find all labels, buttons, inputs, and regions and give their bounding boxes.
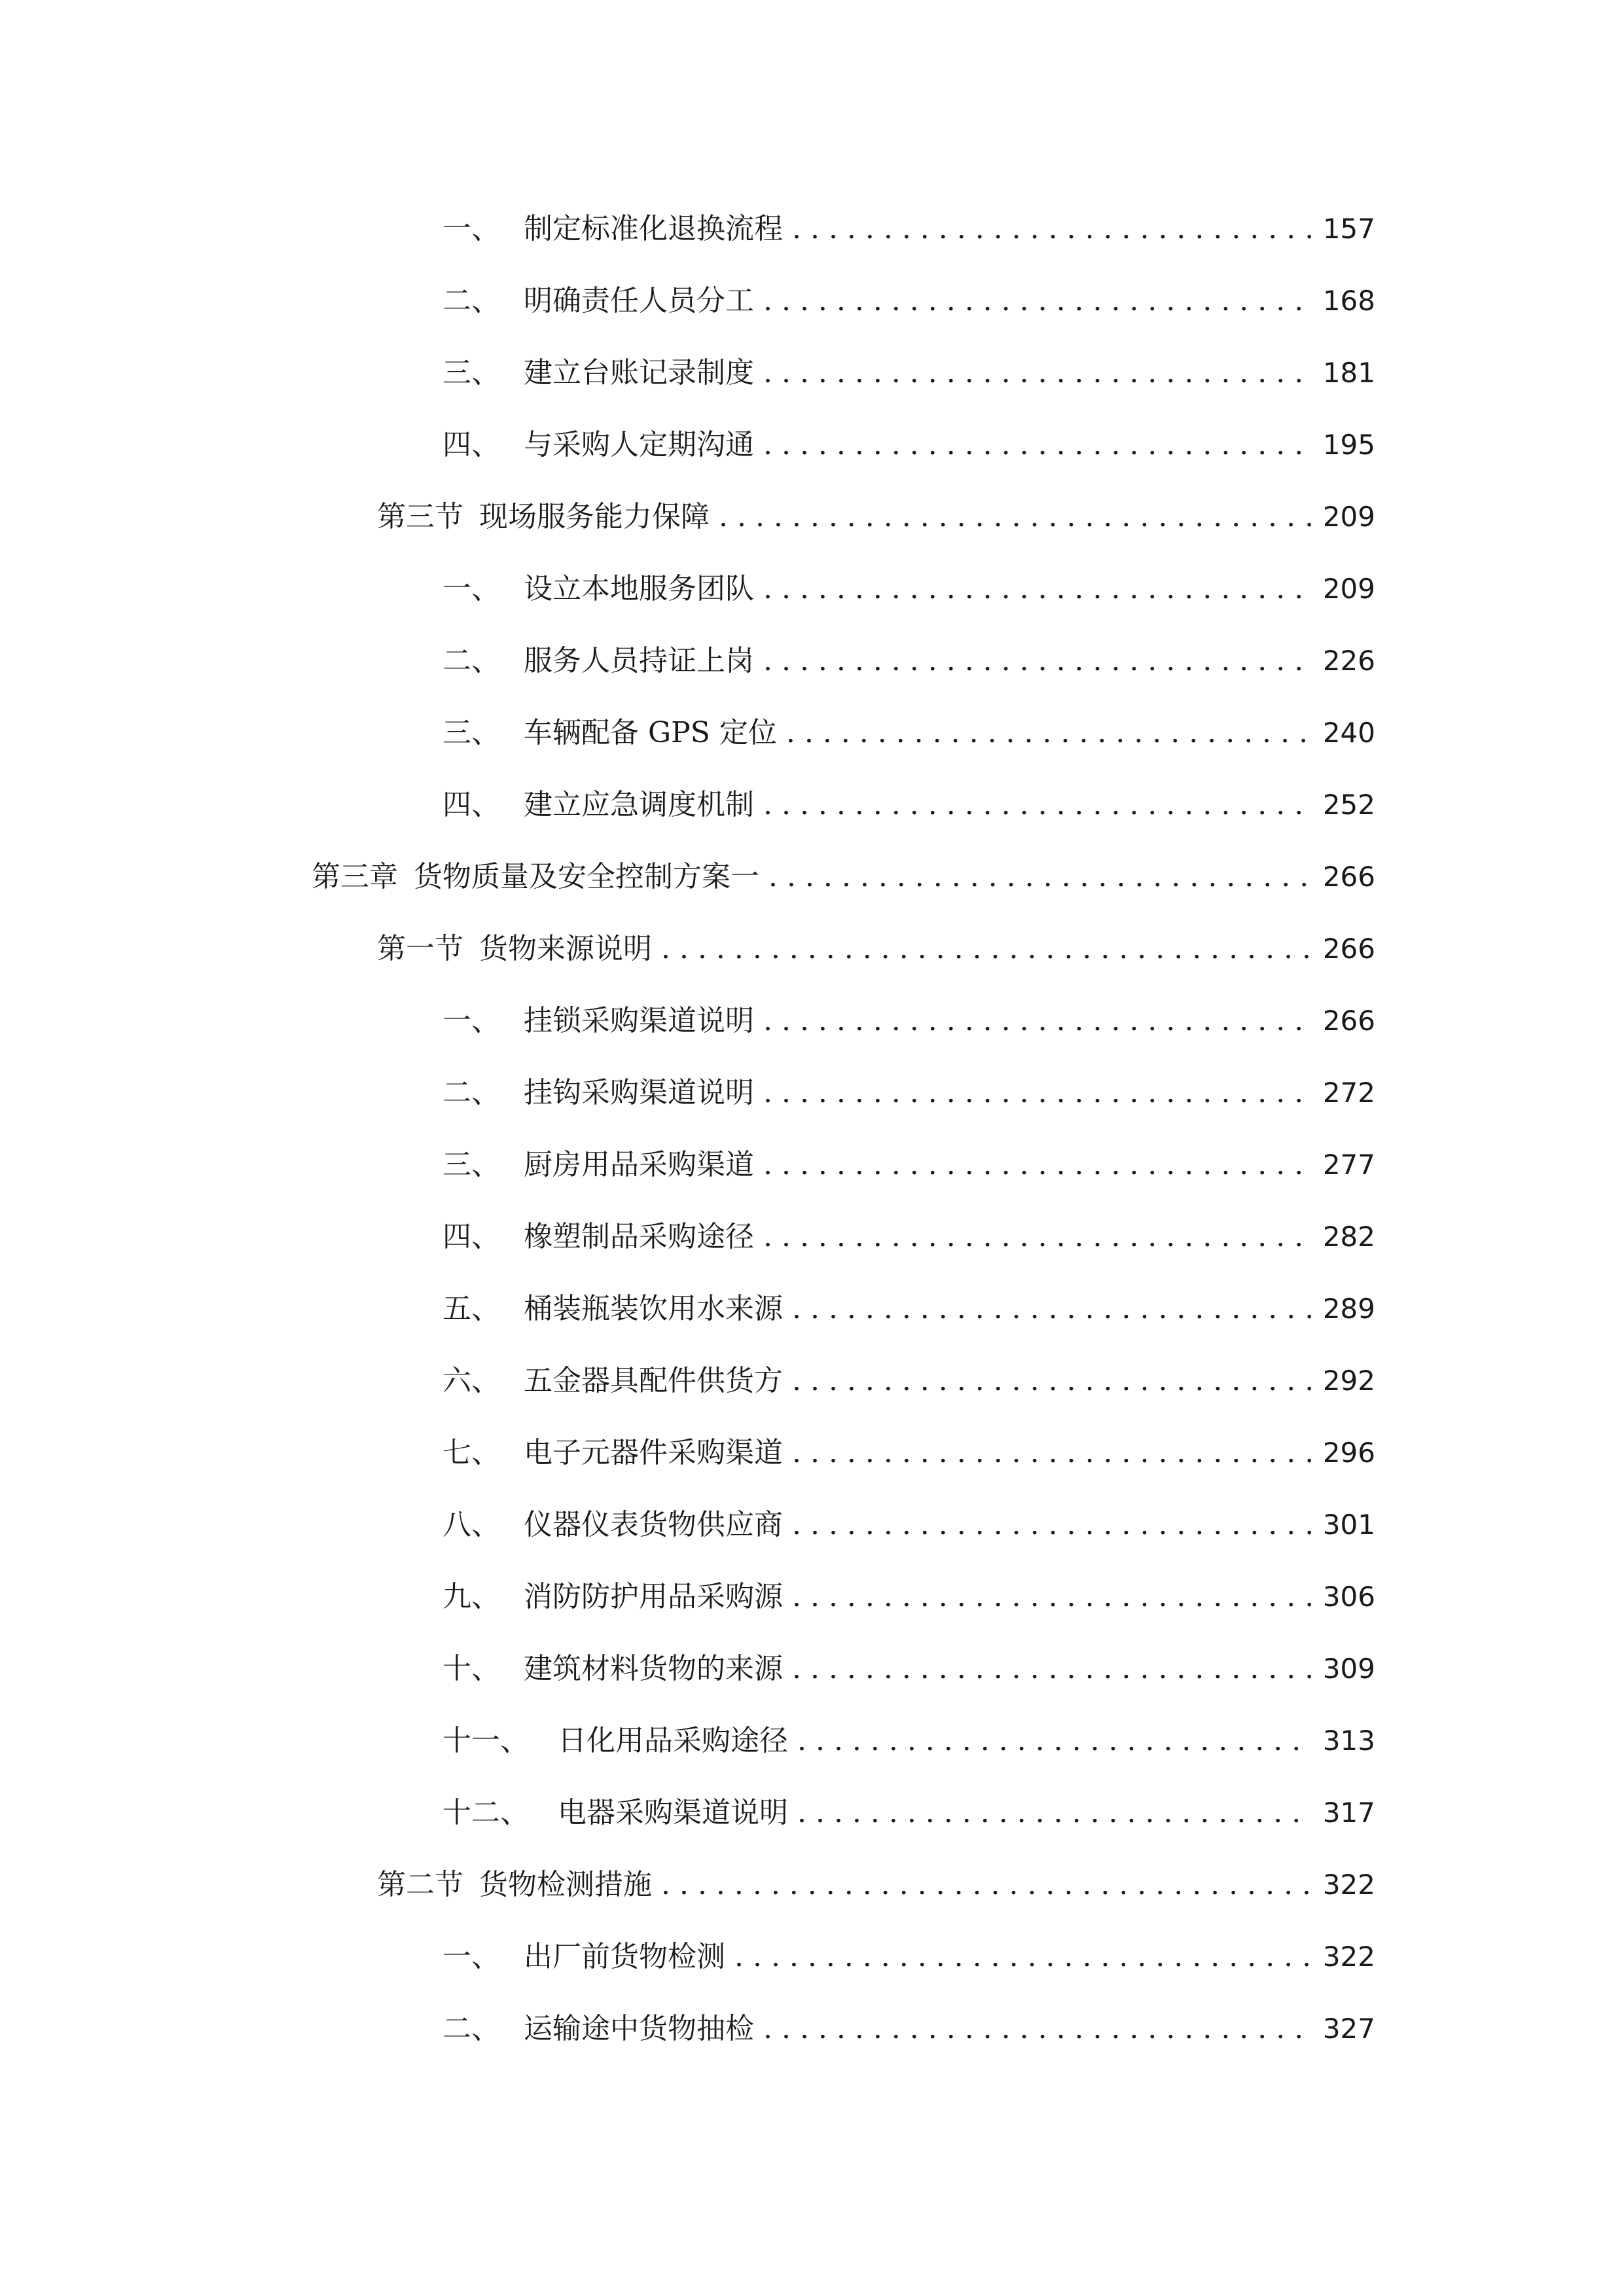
toc-entry-number: 三、 [442,716,500,749]
toc-entry-page: 157 [1322,213,1375,245]
toc-entry-number: 一、 [442,1940,500,1973]
toc-entry-title: 明确责任人员分工 [524,284,754,317]
dot-leader [719,491,1311,543]
toc-entry-number: 二、 [442,284,500,317]
toc-entry-title: 建立应急调度机制 [524,788,754,821]
toc-entry[interactable] [442,563,1375,615]
toc-entry-page: 322 [1322,1941,1375,1973]
dot-leader [734,1931,1311,1983]
toc-entry[interactable] [442,779,1375,831]
toc-entry-page: 266 [1322,933,1375,965]
toc-entry-number: 四、 [442,428,500,461]
toc-entry-number: 一、 [442,212,500,245]
dot-leader [763,1139,1311,1191]
dot-leader [792,203,1311,255]
toc-entry-page: 322 [1322,1869,1375,1901]
toc-entry-page: 309 [1322,1653,1375,1685]
toc-entry[interactable] [442,1931,1375,1983]
toc-entry-number: 十二、 [442,1796,529,1829]
toc-entry-number: 二、 [442,1076,500,1109]
toc-entry-title: 日化用品采购途径 [558,1724,788,1757]
toc-entry-page: 168 [1322,285,1375,317]
toc-entry-title: 货物来源说明 [479,932,652,965]
toc-entry[interactable] [442,1067,1375,1119]
dot-leader [786,707,1311,759]
toc-entry-title: 设立本地服务团队 [524,572,754,605]
toc-entry[interactable] [442,1283,1375,1335]
toc-entry-title: 电子元器件采购渠道 [524,1436,783,1469]
toc-entry[interactable] [442,1787,1375,1839]
toc-entry-title: 建立台账记录制度 [524,356,754,389]
toc-entry[interactable] [442,1571,1375,1623]
toc-entry-number: 三、 [442,356,500,389]
dot-leader [763,2003,1311,2055]
toc-entry[interactable] [442,707,1375,759]
dot-leader [763,1211,1311,1263]
toc-entry-page: 317 [1322,1797,1375,1829]
toc-entry-page: 289 [1322,1293,1375,1325]
toc-entry-number: 二、 [442,2012,500,2045]
toc-entry-title: 挂钩采购渠道说明 [524,1076,754,1109]
dot-leader [763,995,1311,1047]
toc-entry[interactable] [442,1715,1375,1767]
toc-entry-number: 三、 [442,1148,500,1181]
toc-entry-title: 现场服务能力保障 [479,500,710,533]
toc-entry-title: 出厂前货物检测 [524,1940,725,1973]
toc-entry-page: 306 [1322,1581,1375,1613]
toc-entry-title: 货物质量及安全控制方案一 [414,860,759,893]
toc-entry-chapter[interactable] [312,851,1375,903]
toc-entry-title: 厨房用品采购渠道 [524,1148,754,1181]
toc-entry-page: 226 [1322,645,1375,677]
toc-entry-title: 仪器仪表货物供应商 [524,1508,783,1541]
toc-entry[interactable] [442,203,1375,255]
toc-entry-page: 181 [1322,357,1375,389]
toc-entry-number: 二、 [442,644,500,677]
toc-entry-page: 327 [1322,2013,1375,2045]
dot-leader [763,563,1311,615]
toc-entry-page: 282 [1322,1221,1375,1253]
toc-entry-number: 第三节 [377,500,463,533]
toc-entry[interactable] [442,1211,1375,1263]
dot-leader [792,1499,1311,1551]
toc-entry[interactable] [442,2003,1375,2055]
toc-entry-page: 313 [1322,1725,1375,1757]
dot-leader [763,1067,1311,1119]
toc-entry[interactable] [442,1139,1375,1191]
dot-leader [763,635,1311,687]
toc-entry-number: 一、 [442,1004,500,1037]
toc-entry-number: 第二节 [377,1868,463,1901]
toc-entry-page: 252 [1322,789,1375,821]
dot-leader [792,1427,1311,1479]
toc-entry[interactable] [442,275,1375,327]
dot-leader [763,419,1311,471]
dot-leader [661,1859,1311,1911]
toc-entry[interactable] [442,419,1375,471]
toc-entry-title: 运输途中货物抽检 [524,2012,754,2045]
toc-entry-page: 272 [1322,1077,1375,1109]
dot-leader [792,1283,1311,1335]
toc-entry-title: 建筑材料货物的来源 [524,1652,783,1685]
toc-entry-title: 服务人员持证上岗 [524,644,754,677]
toc-entry[interactable] [442,635,1375,687]
dot-leader [792,1355,1311,1407]
toc-entry-page: 266 [1322,861,1375,893]
toc-entry-page: 277 [1322,1149,1375,1181]
toc-entry-number: 五、 [442,1292,500,1325]
toc-entry-page: 195 [1322,429,1375,461]
toc-entry[interactable] [442,347,1375,399]
toc-entry-page: 209 [1322,501,1375,533]
dot-leader [797,1787,1311,1839]
dot-leader [792,1643,1311,1695]
toc-entry[interactable] [442,1427,1375,1479]
toc-entry-page: 301 [1322,1509,1375,1541]
toc-entry-number: 十一、 [442,1724,529,1757]
toc-entry-number: 九、 [442,1580,500,1613]
toc-entry-number: 第三章 [312,860,398,893]
toc-entry[interactable] [442,995,1375,1047]
toc-entry-title: 挂锁采购渠道说明 [524,1004,754,1037]
dot-leader [792,1571,1311,1623]
toc-entry-title: 橡塑制品采购途径 [524,1220,754,1253]
toc-entry-number: 八、 [442,1508,500,1541]
toc-entry-title: 消防防护用品采购源 [524,1580,783,1613]
toc-entry-page: 209 [1322,573,1375,605]
toc-entry-title: 电器采购渠道说明 [558,1796,788,1829]
toc-entry-number: 十、 [442,1652,500,1685]
toc-entry-number: 六、 [442,1364,500,1397]
toc-entry-page: 240 [1322,717,1375,749]
toc-entry-title: 与采购人定期沟通 [524,428,754,461]
toc-entry-page: 296 [1322,1437,1375,1469]
toc-entry-page: 266 [1322,1005,1375,1037]
dot-leader [763,347,1311,399]
toc-entry[interactable] [442,1643,1375,1695]
toc-entry-section[interactable] [377,1859,1375,1911]
toc-entry[interactable] [442,1499,1375,1551]
toc-entry-title: 五金器具配件供货方 [524,1364,783,1397]
toc-entry-number: 四、 [442,788,500,821]
toc-entry-title: 桶装瓶装饮用水来源 [524,1292,783,1325]
toc-entry-number: 七、 [442,1436,500,1469]
toc-entry-page: 292 [1322,1365,1375,1397]
toc-entry-section[interactable] [377,923,1375,975]
dot-leader [661,923,1311,975]
toc-entry-number: 一、 [442,572,500,605]
toc-entry-title: 车辆配备 GPS 定位 [524,716,777,749]
toc-entry[interactable] [442,1355,1375,1407]
toc-entry-number: 第一节 [377,932,463,965]
toc-entry-number: 四、 [442,1220,500,1253]
dot-leader [763,275,1311,327]
dot-leader [763,779,1311,831]
toc-entry-title: 货物检测措施 [479,1868,652,1901]
toc-entry-title: 制定标准化退换流程 [524,212,783,245]
toc-entry-section[interactable] [377,491,1375,543]
dot-leader [768,851,1311,903]
dot-leader [797,1715,1311,1767]
